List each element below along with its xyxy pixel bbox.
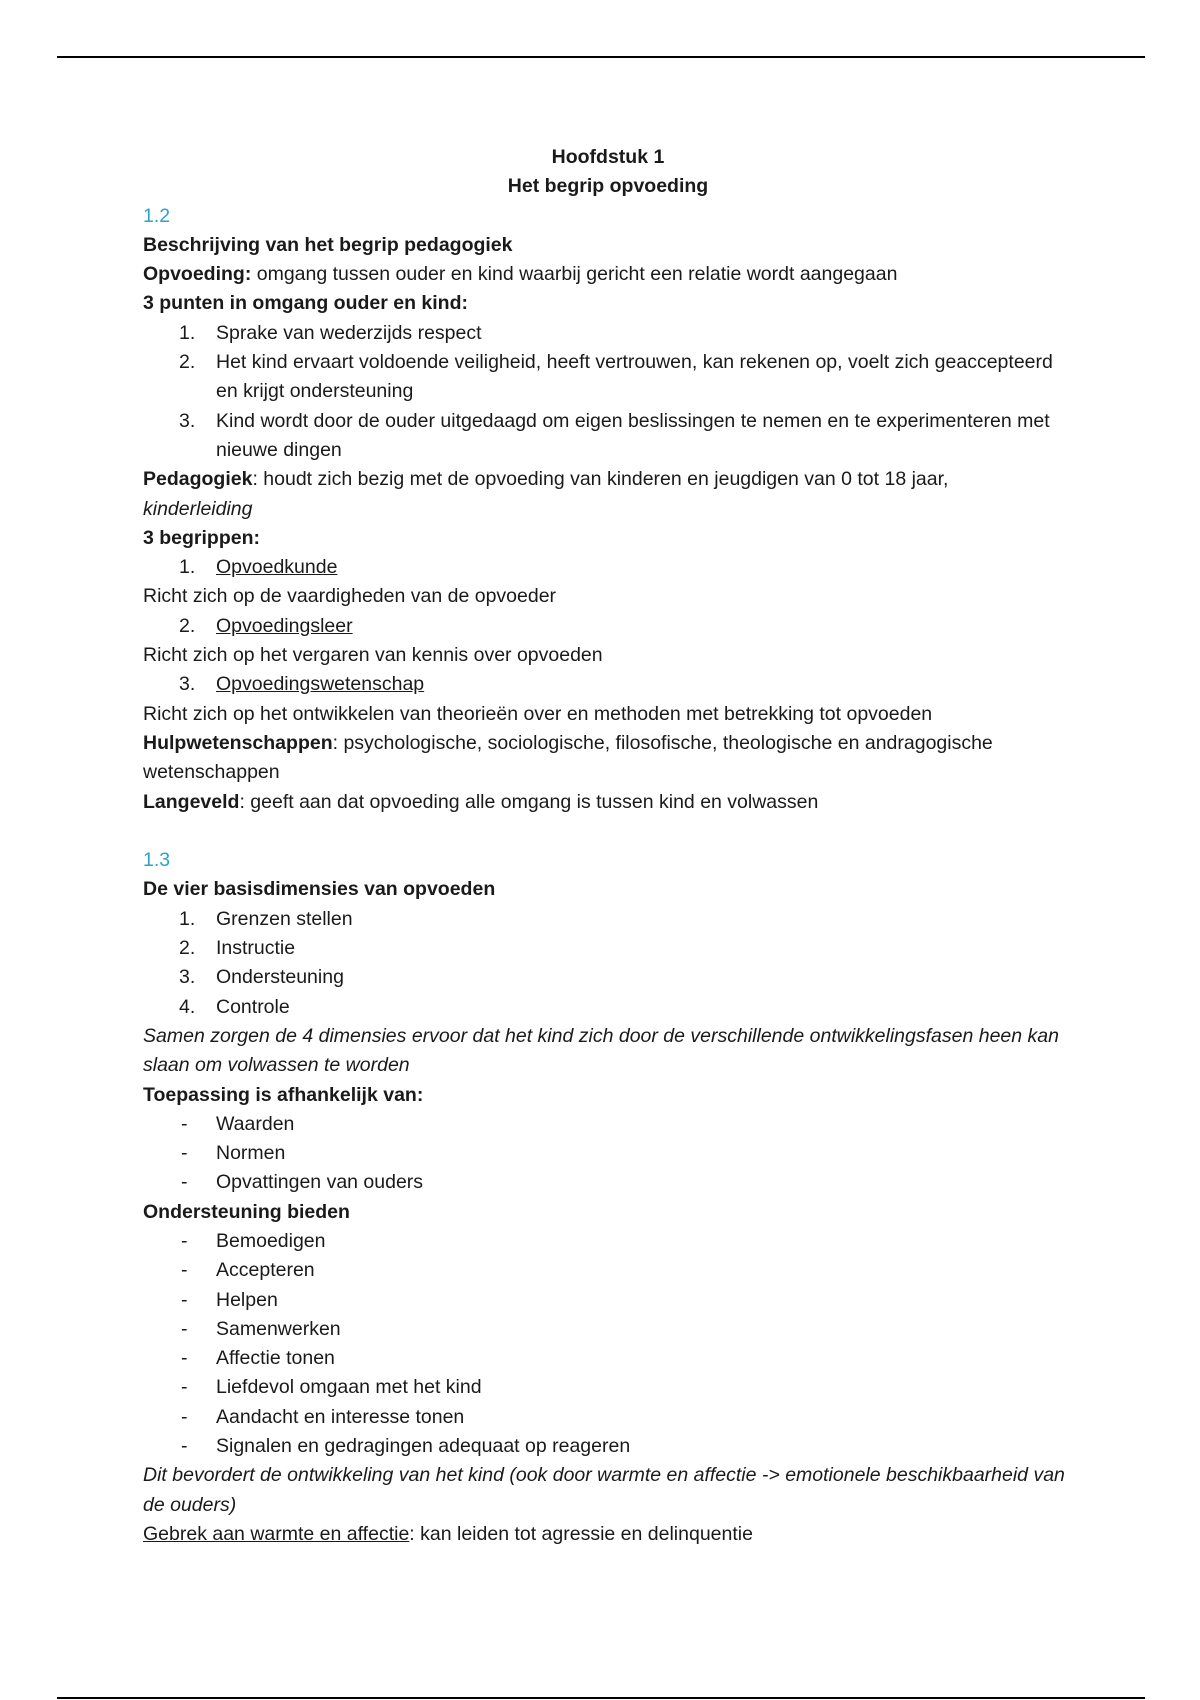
list-number: 1.	[179, 907, 196, 930]
list-item-text: Liefdevol omgaan met het kind	[216, 1376, 482, 1399]
toepassing-list	[143, 1110, 1073, 1198]
bullet-dash: -	[181, 1405, 188, 1428]
hulpwetenschappen-definition	[143, 729, 1073, 788]
list-number: 3.	[179, 673, 196, 696]
spacer	[143, 817, 1073, 846]
list-item	[143, 553, 1073, 582]
list-item	[143, 1373, 1073, 1402]
list-item	[143, 1256, 1073, 1285]
list-item	[143, 348, 1073, 407]
gebrek-def-text: : kan leiden tot agressie en delinquentie	[409, 1522, 753, 1545]
list-item-text: Ondersteuning	[216, 966, 344, 989]
top-rule	[57, 56, 1145, 58]
list-item-text: Het kind ervaart voldoende veiligheid, heeft vertrouwen, kan rekenen op, voelt zich geaccepteerd en krijgt ondersteuning	[216, 351, 1053, 403]
list-item	[143, 1168, 1073, 1197]
list-item-text: Samenwerken	[216, 1317, 341, 1340]
list-item-text: Normen	[216, 1142, 286, 1165]
concept-description: Richt zich op de vaardigheden van de opvoeder	[143, 585, 557, 608]
opvoeding-term: Opvoeding:	[143, 263, 252, 286]
langeveld-term: Langeveld	[143, 790, 240, 813]
concepts-list-2	[143, 612, 1073, 641]
list-item	[143, 1403, 1073, 1432]
list-item-text: Waarden	[216, 1112, 295, 1135]
list-item-text: Accepteren	[216, 1259, 315, 1282]
list-item-text: Kind wordt door de ouder uitgedaagd om eigen beslissingen te nemen en te experimenteren met nieuwe dingen	[216, 409, 1050, 461]
opvoeding-definition	[143, 260, 1073, 289]
document-body	[143, 143, 1073, 1549]
dimensions-note: Samen zorgen de 4 dimensies ervoor dat het kind zich door de verschillende ontwikkelingsfasen heen kan slaan om volwassen te worden	[143, 1024, 1059, 1077]
concepts-list-3	[143, 670, 1073, 699]
bullet-dash: -	[181, 1376, 188, 1399]
list-item-text: Sprake van wederzijds respect	[216, 321, 482, 344]
list-item	[143, 1286, 1073, 1315]
list-item	[143, 1344, 1073, 1373]
list-item	[143, 963, 1073, 992]
list-item-text: Helpen	[216, 1288, 278, 1311]
list-item	[143, 612, 1073, 641]
pedagogiek-term: Pedagogiek	[143, 468, 253, 491]
concepts-list	[143, 553, 1073, 582]
gebrek-definition	[143, 1520, 1073, 1549]
points-heading: 3 punten in omgang ouder en kind:	[143, 292, 468, 315]
concept-name: Opvoedkunde	[216, 556, 338, 579]
list-item-text: Grenzen stellen	[216, 907, 353, 930]
list-item	[143, 1227, 1073, 1256]
bullet-dash: -	[181, 1347, 188, 1370]
langeveld-def-text: : geeft aan dat opvoeding alle omgang is tussen kind en volwassen	[239, 790, 819, 813]
list-item-text: Signalen en gedragingen adequaat op reageren	[216, 1435, 631, 1458]
list-item-text: Bemoedigen	[216, 1229, 326, 1252]
bullet-dash: -	[181, 1288, 188, 1311]
concept-description: Richt zich op het vergaren van kennis over opvoeden	[143, 644, 603, 667]
list-number: 2.	[179, 614, 196, 637]
list-item	[143, 319, 1073, 348]
list-item-text: Affectie tonen	[216, 1347, 335, 1370]
section-heading-1-3: De vier basisdimensies van opvoeden	[143, 878, 496, 901]
list-number: 2.	[179, 351, 196, 374]
bullet-dash: -	[181, 1229, 188, 1252]
list-number: 1.	[179, 556, 196, 579]
bullet-dash: -	[181, 1317, 188, 1340]
section-heading-1-2: Beschrijving van het begrip pedagogiek	[143, 233, 513, 256]
bullet-dash: -	[181, 1171, 188, 1194]
list-number: 3.	[179, 966, 196, 989]
list-item	[143, 1110, 1073, 1139]
bottom-rule	[57, 1697, 1145, 1699]
concept-name: Opvoedingsleer	[216, 614, 353, 637]
list-item-text: Controle	[216, 995, 290, 1018]
list-item	[143, 934, 1073, 963]
section-number-1-3: 1.3	[143, 849, 171, 872]
ondersteuning-note: Dit bevordert de ontwikkeling van het kind (ook door warmte en affectie -> emotionele beschikbaarheid van de ouders)	[143, 1464, 1065, 1516]
list-item	[143, 1139, 1073, 1168]
langeveld-definition	[143, 788, 1073, 817]
opvoeding-def-text: omgang tussen ouder en kind waarbij gericht een relatie wordt aangegaan	[251, 263, 898, 286]
ondersteuning-heading: Ondersteuning bieden	[143, 1200, 350, 1223]
list-number: 1.	[179, 321, 196, 344]
list-item	[143, 1315, 1073, 1344]
list-item-text: Opvattingen van ouders	[216, 1171, 424, 1194]
hulp-term: Hulpwetenschappen	[143, 731, 333, 754]
list-item-text: Instructie	[216, 937, 296, 960]
bullet-dash: -	[181, 1435, 188, 1458]
pedagogiek-italic: kinderleiding	[143, 497, 253, 520]
dimensions-list	[143, 905, 1073, 1022]
pedagogiek-def-text: : houdt zich bezig met de opvoeding van kinderen en jeugdigen van 0 tot 18 jaar,	[252, 468, 949, 491]
hulp-def-text: : psychologische, sociologische, filosofische, theologische en andragogische wetenschappen	[143, 731, 993, 784]
list-item	[143, 905, 1073, 934]
list-item	[143, 993, 1073, 1022]
pedagogiek-definition	[143, 465, 1073, 524]
points-list	[143, 319, 1073, 465]
bullet-dash: -	[181, 1142, 188, 1165]
concept-name: Opvoedingswetenschap	[216, 673, 425, 696]
toepassing-heading: Toepassing is afhankelijk van:	[143, 1083, 424, 1106]
list-item	[143, 1432, 1073, 1461]
list-item	[143, 670, 1073, 699]
concept-description: Richt zich op het ontwikkelen van theorieën over en methoden met betrekking tot opvoeden	[143, 702, 933, 725]
list-number: 4.	[179, 995, 196, 1018]
ondersteuning-list	[143, 1227, 1073, 1461]
bullet-dash: -	[181, 1112, 188, 1135]
section-number-1-2: 1.2	[143, 204, 171, 227]
list-item	[143, 407, 1073, 466]
chapter-label: Hoofdstuk 1	[551, 146, 665, 168]
list-number: 2.	[179, 937, 196, 960]
list-number: 3.	[179, 409, 196, 432]
gebrek-term: Gebrek aan warmte en affectie	[143, 1522, 410, 1545]
concepts-heading: 3 begrippen:	[143, 526, 261, 549]
list-item-text: Aandacht en interesse tonen	[216, 1405, 465, 1428]
bullet-dash: -	[181, 1259, 188, 1282]
page-title: Het begrip opvoeding	[507, 175, 709, 198]
